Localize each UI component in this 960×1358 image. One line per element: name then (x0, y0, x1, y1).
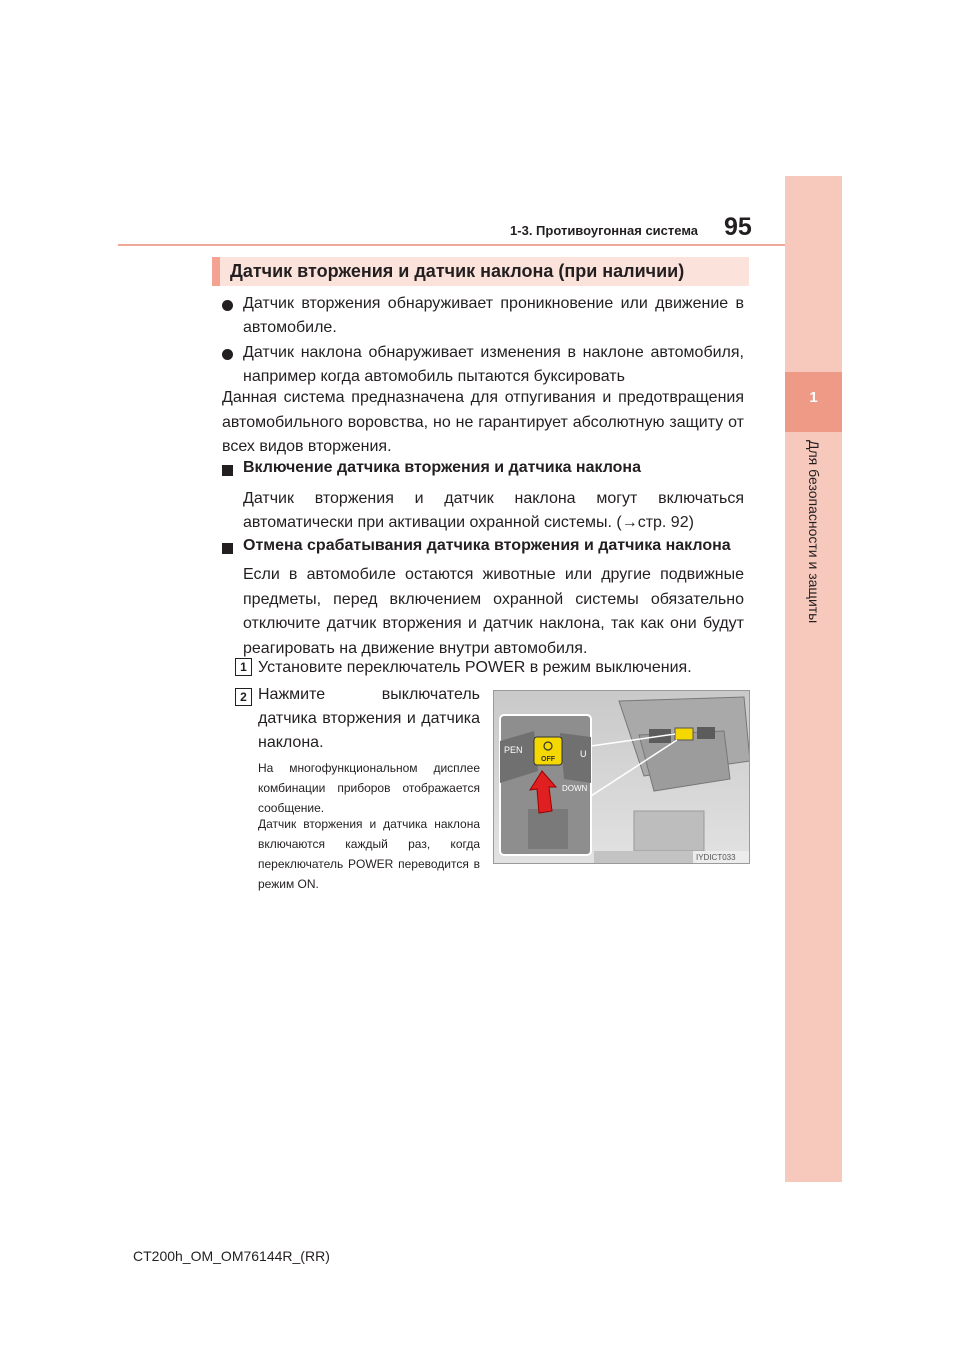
subsection-text-part: Датчик вторжения и датчик наклона могут включаться автоматически при активации охранной системы. ( (243, 490, 744, 531)
bullet-item (222, 292, 744, 340)
console-button (697, 727, 715, 739)
bullet-item (222, 341, 744, 389)
page-reference-link[interactable]: стр. 92) (637, 514, 694, 531)
step-number-box: 2 (235, 688, 252, 706)
header-section-title: 1-3. Противоугонная система (510, 223, 698, 238)
switch-illustration (493, 690, 750, 864)
note-text: На многофункциональном дисплее комбинации приборов отображается сообщение. (258, 761, 480, 815)
section-heading (212, 257, 749, 286)
subsection-heading-text: Включение датчика вторжения и датчика наклона (243, 459, 641, 476)
section-heading-text: Датчик вторжения и датчик наклона (при наличии) (230, 261, 685, 281)
arrow-symbol: → (621, 514, 638, 531)
note-text: Датчик вторжения и датчика наклона включаются каждый раз, когда переключатель POWER переводится в режим ON. (258, 817, 480, 891)
inset-left-label: PEN (504, 745, 523, 755)
bullet-dot (222, 300, 233, 311)
bullet-dot (222, 349, 233, 360)
chapter-title-text: Для безопасности и защиты (806, 440, 822, 624)
mirror-mount (634, 811, 704, 851)
square-bullet (222, 465, 233, 476)
square-bullet (222, 543, 233, 554)
inset-lower-panel (528, 809, 568, 849)
figure-code: IYDICT033 (696, 853, 736, 862)
step-text: Установите переключатель POWER в режим выключения. (258, 659, 692, 676)
bullet-text: Датчик вторжения обнаруживает проникновение или движение в автомобиле. (243, 295, 744, 336)
step-text: Нажмите выключатель датчика вторжения и датчика наклона. (258, 686, 480, 751)
page-number: 95 (724, 213, 752, 241)
console-button-highlighted (675, 728, 693, 740)
header-rule (118, 244, 785, 246)
chapter-title (785, 440, 842, 740)
intro-paragraph: Данная система предназначена для отпугивания и предотвращения автомобильного воровства, но не гарантирует абсолютную защиту от всех видов вторжения. (222, 389, 744, 455)
subsection-text: Если в автомобиле остаются животные или другие подвижные предметы, перед включением охранной системы обязательно отключите датчик вторжения и датчик наклона, так как они будут реагировать на движение внутри автомобиля. (243, 566, 744, 657)
subsection-text (243, 487, 744, 535)
off-button-label: OFF (541, 756, 555, 763)
inset-right-label: U (580, 749, 587, 759)
chapter-number: 1 (785, 372, 842, 432)
bullet-text: Датчик наклона обнаруживает изменения в наклоне автомобиля, например когда автомобиль пытаются буксировать (243, 344, 744, 385)
subsection-heading (222, 459, 752, 481)
step-number-box: 1 (235, 658, 252, 676)
subsection-heading-text: Отмена срабатывания датчика вторжения и датчика наклона (243, 537, 731, 554)
subsection-heading (222, 537, 752, 559)
switch-illustration-svg (494, 691, 750, 864)
document-id: CT200h_OM_OM76144R_(RR) (133, 1248, 330, 1264)
inset-down-label: DOWN (562, 784, 588, 793)
